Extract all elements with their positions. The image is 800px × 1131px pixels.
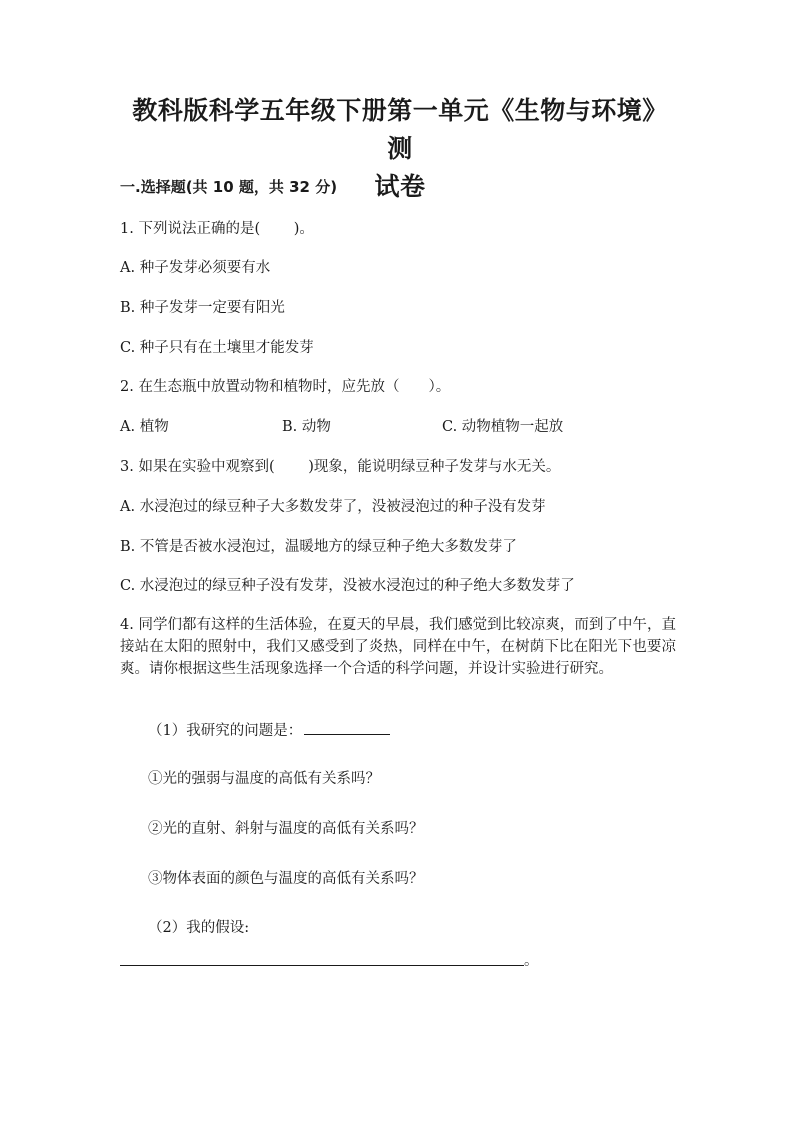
question-2-option-a: A. 植物 <box>120 419 169 435</box>
title-line-1: 教科版科学五年级下册第一单元《生物与环境》测 <box>132 96 668 163</box>
question-2-options <box>120 416 680 438</box>
question-1-stem: 1. 下列说法正确的是( )。 <box>120 221 314 237</box>
question-1-option-b: B. 种子发芽一定要有阳光 <box>120 300 285 316</box>
question-4-stem: 4. 同学们都有这样的生活体验，在夏天的早晨，我们感觉到比较凉爽，而到了中午，直接站在太阳的照射中，我们又感受到了炎热，同样在中午，在树荫下比在阳光下也要凉爽。请你根据这些生活现象选择一个合适的科学问题，并设计实验进行研究。 <box>120 617 676 677</box>
question-3-option-c: C. 水浸泡过的绿豆种子没有发芽，没被水浸泡过的种子绝大多数发芽了 <box>120 578 575 594</box>
question-4-choice-3: ③物体表面的颜色与温度的高低有关系吗？ <box>148 871 424 887</box>
question-4-sub-1-label: （1）我研究的问题是： <box>148 723 303 739</box>
answer-blank-short[interactable] <box>304 720 390 735</box>
question-1-option-a: A. 种子发芽必须要有水 <box>120 260 271 276</box>
question-4-sub-1 <box>148 720 390 742</box>
question-3-stem: 3. 如果在实验中观察到( )现象，能说明绿豆种子发芽与水无关。 <box>120 459 561 475</box>
section-heading: 一.选择题(共 10 题，共 32 分) <box>120 178 338 196</box>
question-2-option-b: B. 动物 <box>282 419 331 435</box>
question-3-option-a: A. 水浸泡过的绿豆种子大多数发芽了，没被浸泡过的种子没有发芽 <box>120 499 546 515</box>
question-1-option-c: C. 种子只有在土壤里才能发芽 <box>120 340 314 356</box>
answer-end-mark: 。 <box>524 953 539 969</box>
question-4-sub-2: （2）我的假设: <box>148 920 250 936</box>
question-2-stem: 2. 在生态瓶中放置动物和植物时，应先放（ ）。 <box>120 379 451 395</box>
answer-blank-long[interactable] <box>120 965 524 966</box>
title-line-2: 试卷 <box>374 172 426 201</box>
question-3-option-b: B. 不管是否被水浸泡过，温暖地方的绿豆种子绝大多数发芽了 <box>120 539 517 555</box>
question-4-choice-2: ②光的直射、斜射与温度的高低有关系吗？ <box>148 821 424 837</box>
question-2-option-c: C. 动物植物一起放 <box>442 419 564 435</box>
question-4-choice-1: ①光的强弱与温度的高低有关系吗？ <box>148 771 380 787</box>
